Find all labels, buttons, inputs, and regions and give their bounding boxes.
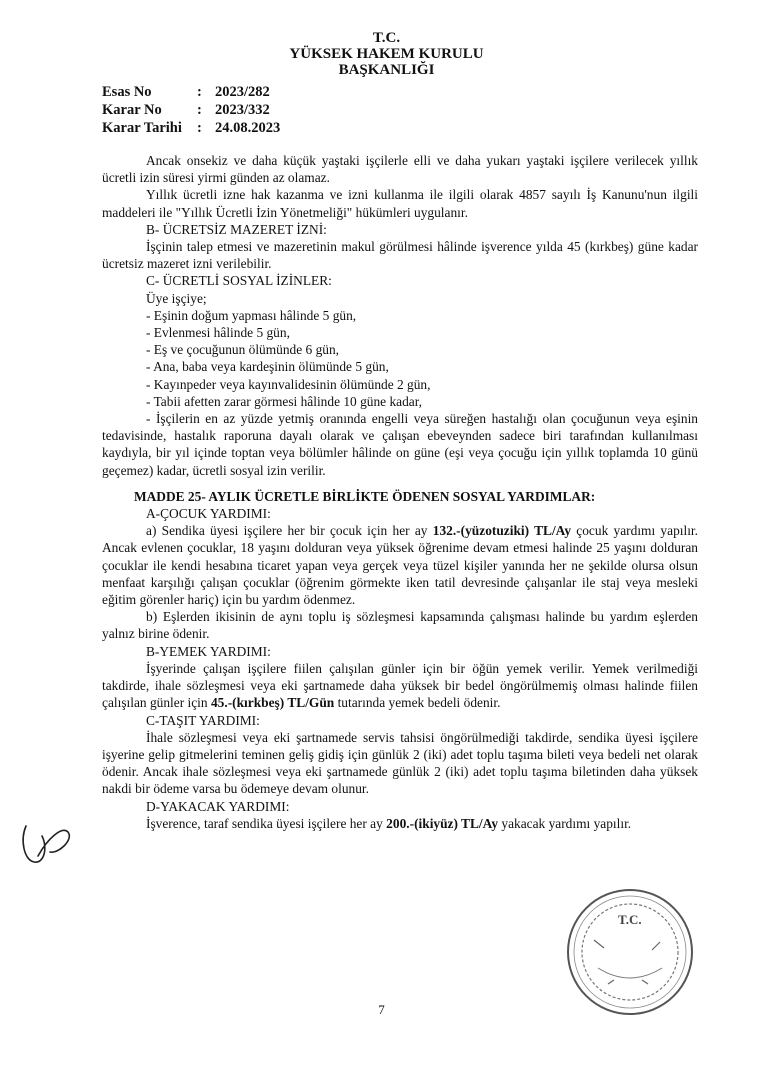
document-header (0, 30, 763, 78)
paragraph-meal-allowance (102, 660, 698, 712)
document-body (102, 152, 698, 832)
list-item: - Ana, baba veya kardeşinin ölümünde 5 gün, (146, 359, 389, 375)
list-item-disabled-child: - İşçilerin en az yüzde yetmiş oranında engelli veya süreğen hastalığı olan çocuğunun veya eşinin tedavisinde, hastalık raporuna dayalı olarak ve çalışan ebeveynden sadece biri tarafından kullanılması kaydıyla, bir yıl içinde toptan veya bölümler hâlinde on güne (eşi veya çocuğu için yıllık toplamda 10 günü geçemez) kadar, ücretli sosyal izin verilir. (102, 411, 698, 478)
stamp-text: T.C. (618, 912, 642, 927)
section-title-unpaid-leave: B- ÜCRETSİZ MAZERET İZNİ: (146, 221, 327, 237)
article-title: MADDE 25- AYLIK ÜCRETLE BİRLİKTE ÖDENEN SOSYAL YARDIMLAR: (134, 488, 596, 504)
header-line-presidency: BAŞKANLIĞI (338, 62, 435, 78)
list-item: - Kayınpeder veya kayınvalidesinin ölümünde 2 gün, (146, 376, 431, 392)
list-item: - Eş ve çocuğunun ölümünde 6 gün, (146, 342, 340, 358)
section-title-meal-allowance: B-YEMEK YARDIMI: (146, 643, 271, 659)
amount-fuel-allowance: 200.-(ikiyüz) TL/Ay (386, 815, 499, 831)
list-item: - Evlenmesi hâlinde 5 gün, (146, 325, 290, 341)
meta-row-esas (102, 83, 280, 101)
case-metadata (102, 83, 280, 137)
amount-child-allowance: 132.-(yüzotuziki) TL/Ay (432, 523, 572, 539)
text-run: yakacak yardımı yapılır. (498, 815, 632, 831)
section-title-transport-allowance: C-TAŞIT YARDIMI: (146, 712, 260, 728)
page-number: 7 (378, 1002, 385, 1017)
meta-value: 2023/332 (215, 102, 270, 118)
paragraph-fuel-allowance (102, 815, 698, 832)
meta-value: 24.08.2023 (215, 120, 281, 136)
section-title-child-allowance: A-ÇOCUK YARDIMI: (146, 506, 271, 522)
meta-label: Esas No (102, 84, 152, 100)
paragraph-unpaid-leave: İşçinin talep etmesi ve mazeretinin makul görülmesi hâlinde işverence yılda 45 (kırkbeş) güne kadar ücretsiz mazeret izni verilebilir. (102, 239, 698, 272)
paragraph-age-leave: Ancak onsekiz ve daha küçük yaştaki işçilerle elli ve daha yukarı yaştaki işçilere verilecek yıllık ücretli izin süresi yirmi günden az olamaz. (102, 153, 698, 186)
section-title-fuel-allowance: D-YAKACAK YARDIMI: (146, 798, 290, 814)
text-run: tutarında yemek bedeli ödenir. (334, 695, 501, 711)
text-run: a) Sendika üyesi işçilere her bir çocuk için her ay (146, 523, 433, 539)
paragraph-spouse-rule: b) Eşlerden ikisinin de aynı toplu iş sözleşmesi kapsamında çalışması halinde bu yardım eşlerden yalnız birine ödenir. (102, 609, 698, 642)
list-intro: Üye işçiye; (146, 290, 207, 306)
meta-value: 2023/282 (215, 84, 270, 100)
list-item: - Tabii afetten zarar görmesi hâlinde 10 güne kadar, (146, 393, 423, 409)
text-run: İşverence, taraf sendika üyesi işçilere her ay (146, 815, 387, 831)
section-title-paid-social-leave: C- ÜCRETLİ SOSYAL İZİNLER: (146, 273, 332, 289)
list-item: - Eşinin doğum yapması hâlinde 5 gün, (146, 307, 357, 323)
paragraph-annual-leave-rules: Yıllık ücretli izne hak kazanma ve izni kullanma ile ilgili olarak 4857 sayılı İş Kanunu'nun ilgili maddeleri ile "Yıllık Ücretli İzin Yönetmeliği" hükümleri uygulanır. (102, 187, 698, 220)
meta-sep: : (197, 84, 202, 100)
paragraph-transport-allowance: İhale sözleşmesi veya eki şartnamede servis tahsisi öngörülmediği takdirde, sendika üyesi işçilere işyerine gelip gitmelerini teminen geliş gidiş için günlük 2 (iki) adet toplu taşıma bileti veya bedeli net olarak ödenir. Ancak ihale sözleşmesi veya eki şartnamede günlük 2 (iki) adet toplu taşıma biletinden daha yüksek nakdi bir ödeme varsa bu ödemeye devam olunur. (102, 729, 698, 797)
text-run: İşyerinde çalışan işçilere fiilen çalışılan günler için bir öğün yemek verilir. Yemek verilmediği takdirde, ihale sözleşmesi veya eki şartnamede daha yüksek bir bedel öngörülmemiş olması halinde fiilen çalışılan günler için (102, 660, 698, 711)
meta-label: Karar Tarihi (102, 120, 182, 136)
amount-meal-allowance: 45.-(kırkbeş) TL/Gün (210, 695, 335, 711)
meta-row-tarih (102, 119, 280, 137)
header-line-institution: YÜKSEK HAKEM KURULU (289, 46, 484, 62)
meta-label: Karar No (102, 102, 162, 118)
meta-sep: : (197, 120, 202, 136)
meta-sep: : (197, 102, 202, 118)
meta-row-karar (102, 101, 280, 119)
handwritten-initial (18, 818, 78, 868)
text-run: çocuk yardımı yapılır. Ancak evlenen çocuklar, 18 yaşını dolduran veya yüksek öğrenime devam etmesi halinde 25 yaşını dolduran çocuklar ile kendi hesabına ticaret yapan veya gerçek veya tüzel kişiler yanında her ne şekilde olursa olsun menfaat karşılığı çalışan çocuklar (öğrenim görmekte iken tatil devresinde çalışanlar ile staj veya mesleki eğitim görenler hariç) için bu yardım ödenmez. (102, 523, 698, 608)
paragraph-child-allowance (102, 522, 698, 608)
header-line-tc: T.C. (372, 30, 401, 46)
